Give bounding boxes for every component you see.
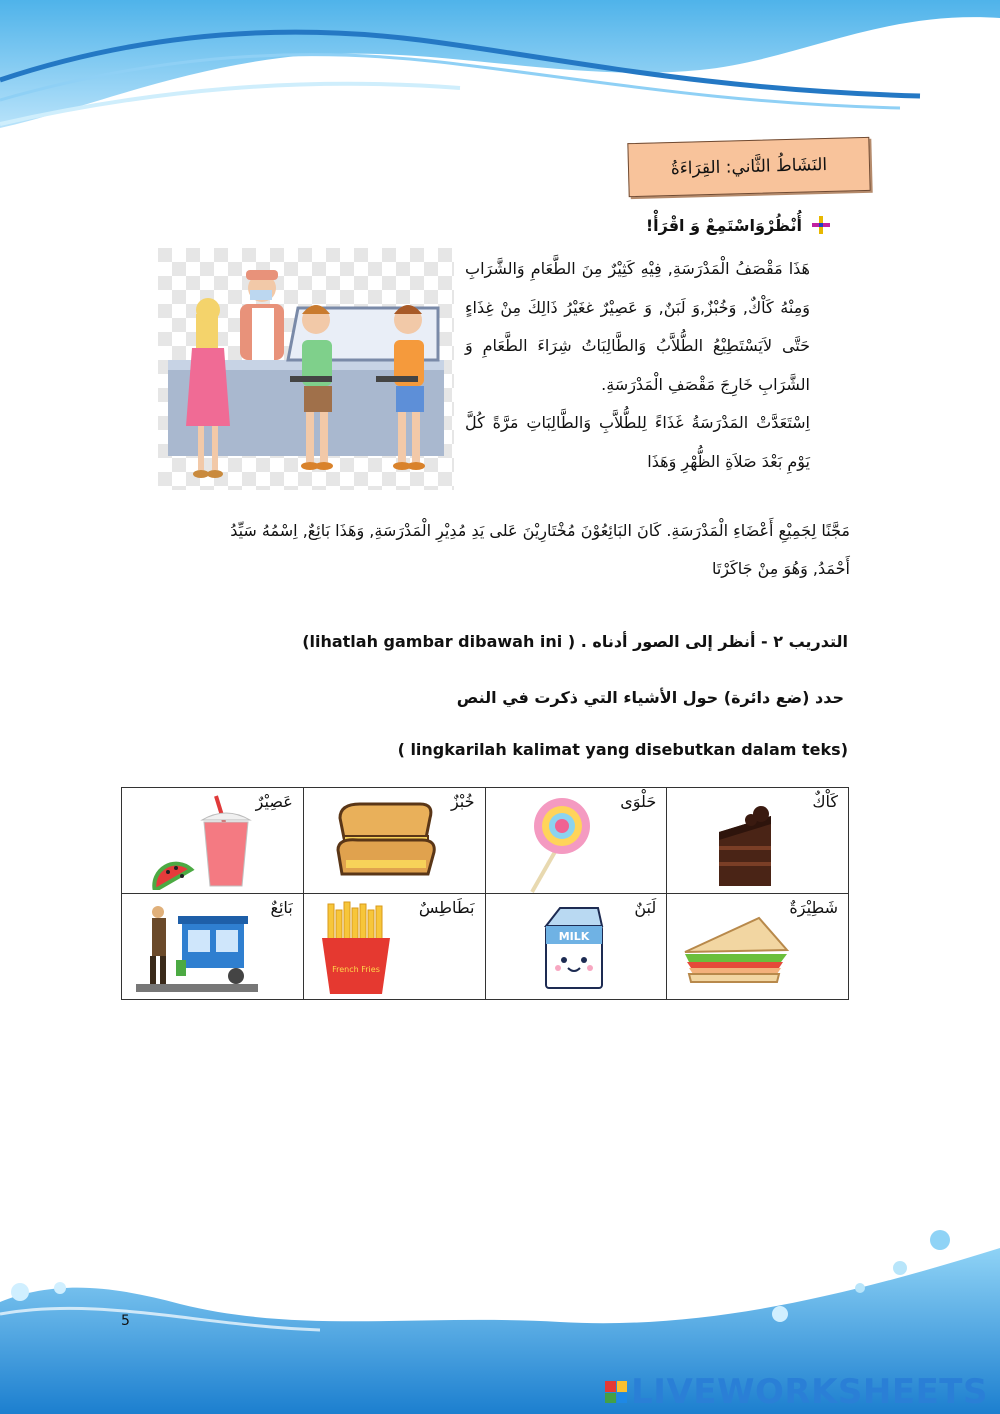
vocab-cell-cake[interactable]: [667, 788, 849, 894]
fries-icon: [316, 900, 396, 996]
vocab-table: [121, 787, 849, 1000]
milk-label: MILK: [558, 930, 589, 943]
vocab-word: شَطِيْرَةٌ: [789, 898, 838, 917]
passage-line-full-2: أَحْمَدُ, وَهُوَ مِنْ جَاكَرْتَا: [711, 559, 850, 578]
activity-title: النَشَاطُ الثَّاني: القِرَاءَةُ: [627, 137, 870, 197]
passage-line-full-1: مَجَّنًا لِجَمِيْعِ أَعْضَاءِ الْمَدْرَسَةِ. كَانَ البَائِعُوْنَ مُخْتَارِيْنَ عَلى يَدِ مُدِيْرِ الْمَدْرَسَةِ, وَهَذَا بَائِعٌ, اِسْمُهُ سَيِّدُ: [230, 521, 850, 540]
vocab-word: بَطَاطِسٌ: [418, 898, 475, 917]
juice-icon: [146, 794, 266, 890]
vocab-word: بَائِعٌ: [270, 898, 293, 917]
reading-passage: [465, 250, 810, 481]
vocab-word: خُبْزٌ: [450, 792, 475, 811]
toast-icon: [330, 798, 440, 884]
vocab-word: كَاْكٌ: [812, 792, 838, 811]
vocab-word: حَلْوَى: [620, 792, 657, 811]
milk-carton-icon: [538, 904, 610, 990]
table-row: [122, 788, 849, 894]
page-number: 5: [121, 1313, 130, 1329]
passage-paragraph-2: اِسْتَعَدَّتْ المَدْرَسَةُ غَذَاءً لِلطُّلاَّبِ وَالطَّالِبَاتِ مَرَّةً كُلَّ يَوْمِ بَعْدَ صَلاَةِ الظُّهْرِ وَهَذَا: [465, 413, 810, 471]
exercise-heading: التدريب ٢ - أنظر إلى الصور أدناه . ( lihatlah gambar dibawah ini): [302, 632, 848, 651]
vocab-cell-sandwich[interactable]: [667, 894, 849, 1000]
vocab-cell-milk[interactable]: [485, 894, 667, 1000]
canteen-scene-image: [158, 248, 454, 490]
lollipop-icon: [522, 794, 602, 894]
vocab-word: لَبَنٌ: [634, 898, 657, 917]
vocab-cell-juice[interactable]: [122, 788, 304, 894]
fries-label: French Fries: [331, 965, 380, 974]
vocab-word: عَصِيْرٌ: [255, 792, 293, 811]
bullet-cross-icon: [810, 214, 832, 236]
logo-grid-icon: [605, 1381, 627, 1403]
vocab-cell-fries[interactable]: [303, 894, 485, 1000]
instruction: [646, 214, 832, 236]
vendor-cart-icon: [132, 900, 262, 996]
exercise-instruction-arabic: حدد (ضع دائرة) حول الأشياء التي ذكرت في النص: [456, 688, 844, 707]
exercise-instruction-malay: ( lingkarilah kalimat yang disebutkan dalam teks): [397, 740, 848, 759]
cake-icon: [711, 798, 801, 888]
vocab-cell-candy[interactable]: [485, 788, 667, 894]
reading-passage-continued: [150, 512, 850, 588]
sandwich-icon: [681, 910, 791, 990]
top-wave-decoration: [0, 0, 1000, 140]
brand-name: LIVEWORKSHEETS: [631, 1372, 988, 1412]
vocab-cell-vendor[interactable]: [122, 894, 304, 1000]
liveworksheets-logo: [605, 1372, 988, 1412]
instruction-text: أُنْظُرْوَاسْتَمِعْ وَ اقْرَأْ!: [645, 215, 802, 235]
table-row: [122, 894, 849, 1000]
passage-paragraph-1: هَذَا مَقْصَفُ الْمَدْرَسَةِ, فِيْهِ كَثِيْرٌ مِنَ الطَّعَامِ وَالشَّرَابِ وَمِنْهُ كَاْكٌ, وَخُبْزٌ,وَ لَبَنٌ, وَ عَصِيْرٌ غغَيْرُ ذَالِكَ مِنْ غِذَاءٍ حَتَّى لاَيَسْتَطِيْعُ الطُّلاَّبُ وَالطَّالِبَاتُ شِرَاءَ الطَّعَامِ وَ الشَّرَابِ خَارِجَ مَقْصَفِ الْمَدْرَسَةِ.: [465, 259, 810, 394]
vocab-cell-bread[interactable]: [303, 788, 485, 894]
